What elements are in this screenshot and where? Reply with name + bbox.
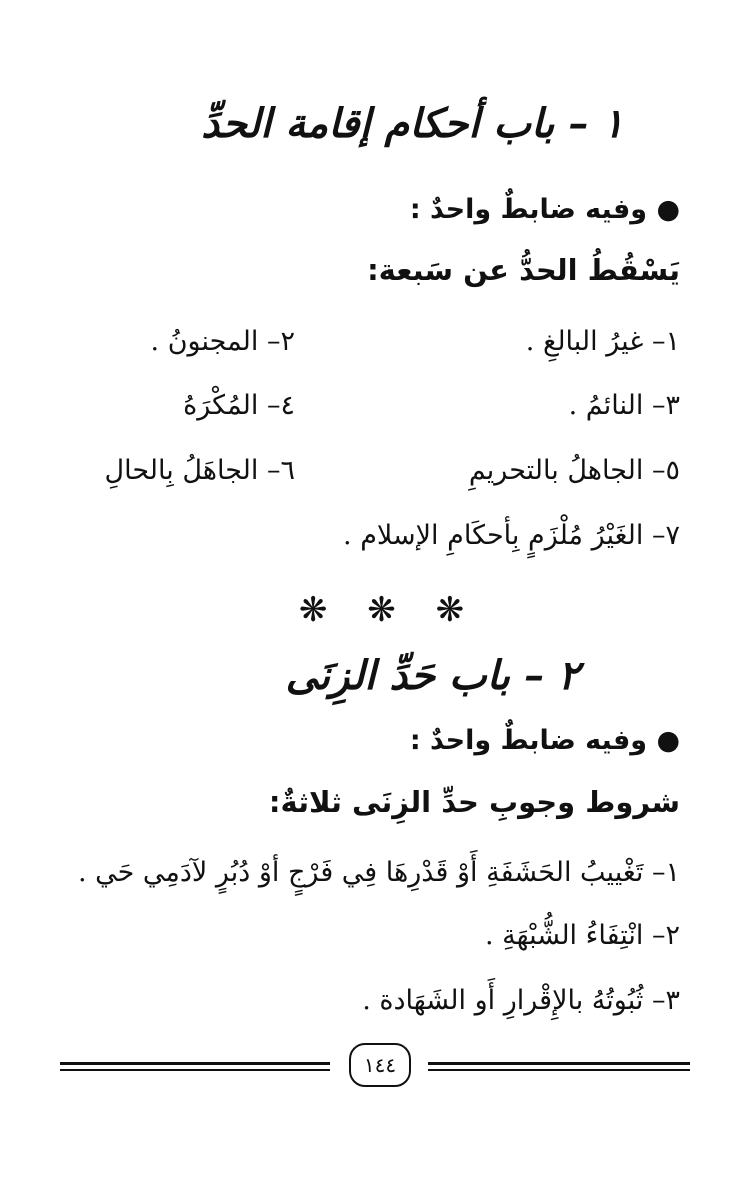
section-1-title: ١ – باب أحكام إقامة الحدِّ bbox=[201, 100, 624, 147]
list-item: ١– تَغْييبُ الحَشَفَةِ أَوْ قَدْرِهَا فِي فَرْجٍ أوْ دُبُرٍ لآدَمِي حَي . bbox=[77, 857, 680, 888]
list-item: ١– غيرُ البالغِ . bbox=[525, 326, 680, 357]
footer-rule-right bbox=[428, 1062, 690, 1071]
list-item: ٣– ثُبُوتُهُ بالإِقْرارِ أَو الشَهَادة . bbox=[362, 985, 680, 1016]
section-1-lead: يَسْقُطُ الحدُّ عن سَبعة: bbox=[367, 253, 680, 287]
list-item: ٧– الغَيْرُ مُلْزَمٍ بِأحكَامِ الإسلام . bbox=[343, 520, 680, 551]
list-item: ٥– الجاهلُ بالتحريمِ bbox=[468, 455, 680, 486]
section-2-lead: شروط وجوبِ حدِّ الزِنَى ثلاثةٌ: bbox=[268, 785, 680, 819]
list-item: ٤– المُكْرَهُ bbox=[183, 390, 295, 421]
items-row-3 bbox=[60, 455, 680, 499]
page-footer bbox=[60, 1043, 690, 1093]
list-item: ٣– النائمُ . bbox=[568, 390, 680, 421]
section-2-title: ٢ – باب حَدِّ الزِنَى bbox=[285, 652, 580, 699]
items-row-2 bbox=[60, 390, 680, 434]
items-row-1 bbox=[60, 326, 680, 370]
list-item: ٢– المجنونُ . bbox=[150, 326, 295, 357]
list-item: ٦– الجاهَلُ بِالحالِ bbox=[104, 455, 295, 486]
section-1-intro: ● وفيه ضابطٌ واحدٌ : bbox=[409, 194, 680, 225]
section-separator: ❋ ❋ ❋ bbox=[298, 590, 479, 630]
footer-rule-left bbox=[60, 1062, 330, 1071]
section-2-intro: ● وفيه ضابطٌ واحدٌ : bbox=[409, 725, 680, 756]
page-number: ١٤٤ bbox=[349, 1043, 411, 1087]
list-item: ٢– انْتِفَاءُ الشُّبْهَةِ . bbox=[485, 920, 680, 951]
